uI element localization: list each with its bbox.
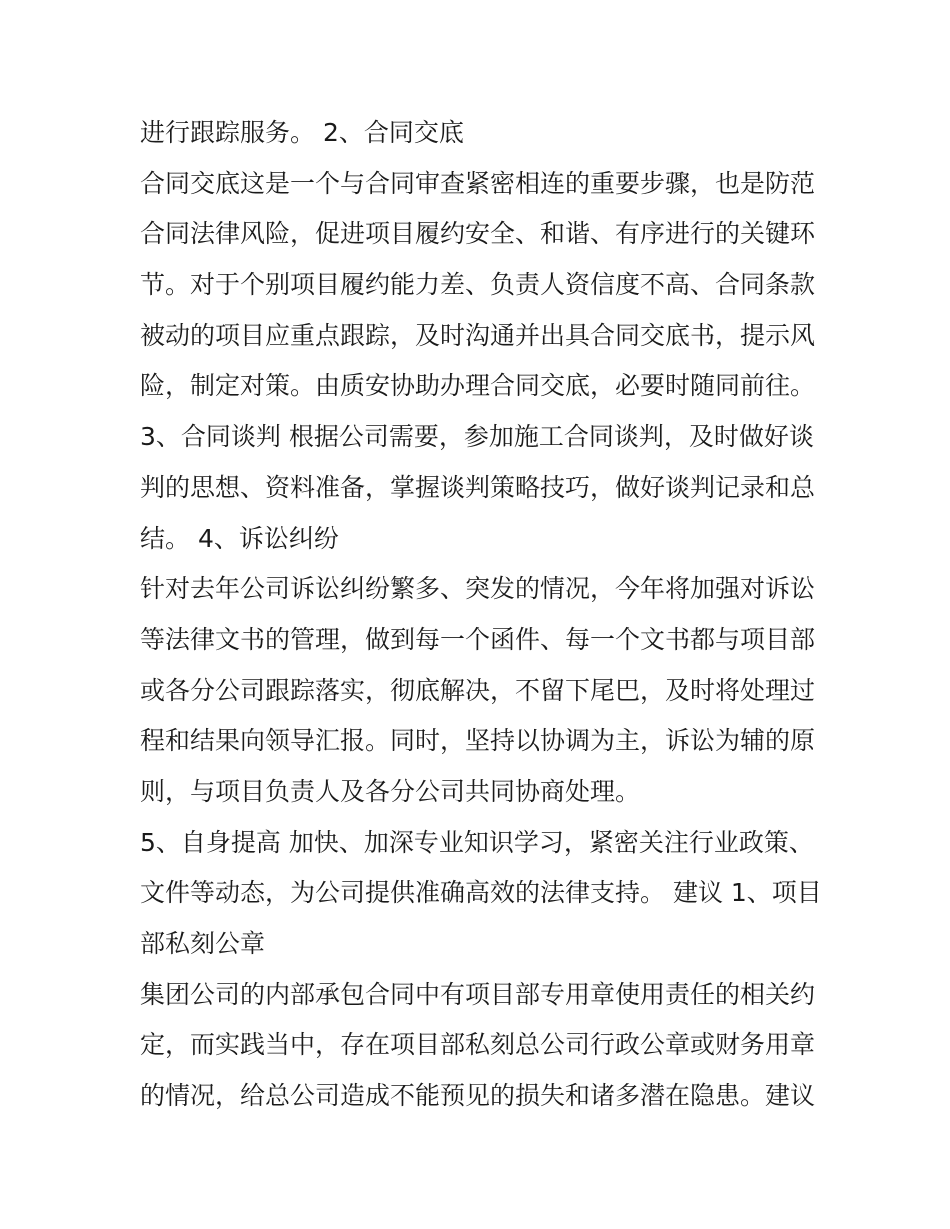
text-line: 的情况，给总公司造成不能预见的损失和诸多潜在隐患。建议 <box>140 1081 816 1111</box>
text-line: 进行跟踪服务。 2、合同交底 <box>140 118 464 147</box>
text-line: 文件等动态，为公司提供准确高效的法律支持。 建议 1、项目 <box>140 878 822 908</box>
text-line: 定，而实践当中，存在项目部私刻总公司行政公章或财务用章 <box>140 1030 816 1060</box>
text-line: 判的思想、资料准备，掌握谈判策略技巧，做好谈判记录和总 <box>140 472 816 502</box>
text-line: 险，制定对策。由质安协助办理合同交底，必要时随同前往。 <box>140 371 816 401</box>
text-line: 合同法律风险，促进项目履约安全、和谐、有序进行的关键环 <box>140 219 816 249</box>
text-line: 集团公司的内部承包合同中有项目部专用章使用责任的相关约 <box>140 979 816 1009</box>
text-line: 针对去年公司诉讼纠纷繁多、突发的情况，今年将加强对诉讼 <box>140 574 816 604</box>
text-line: 程和结果向领导汇报。同时，坚持以协调为主，诉讼为辅的原 <box>140 726 816 756</box>
text-line: 5、自身提高 加快、加深专业知识学习，紧密关注行业政策、 <box>140 827 814 857</box>
text-line: 则，与项目负责人及各分公司共同协商处理。 <box>140 776 641 806</box>
text-line: 或各分公司跟踪落实，彻底解决，不留下尾巴，及时将处理过 <box>140 675 816 705</box>
text-line: 部私刻公章 <box>140 929 266 958</box>
text-line: 节。对于个别项目履约能力差、负责人资信度不高、合同条款 <box>140 270 816 300</box>
text-line: 合同交底这是一个与合同审查紧密相连的重要步骤，也是防范 <box>140 168 816 198</box>
document-body <box>140 108 822 1122</box>
text-line: 3、合同谈判 根据公司需要，参加施工合同谈判，及时做好谈 <box>140 422 814 452</box>
text-line: 等法律文书的管理，做到每一个函件、每一个文书都与项目部 <box>140 624 816 654</box>
text-line: 被动的项目应重点跟踪，及时沟通并出具合同交底书，提示风 <box>140 320 816 350</box>
text-line: 结。 4、诉讼纠纷 <box>140 523 339 553</box>
